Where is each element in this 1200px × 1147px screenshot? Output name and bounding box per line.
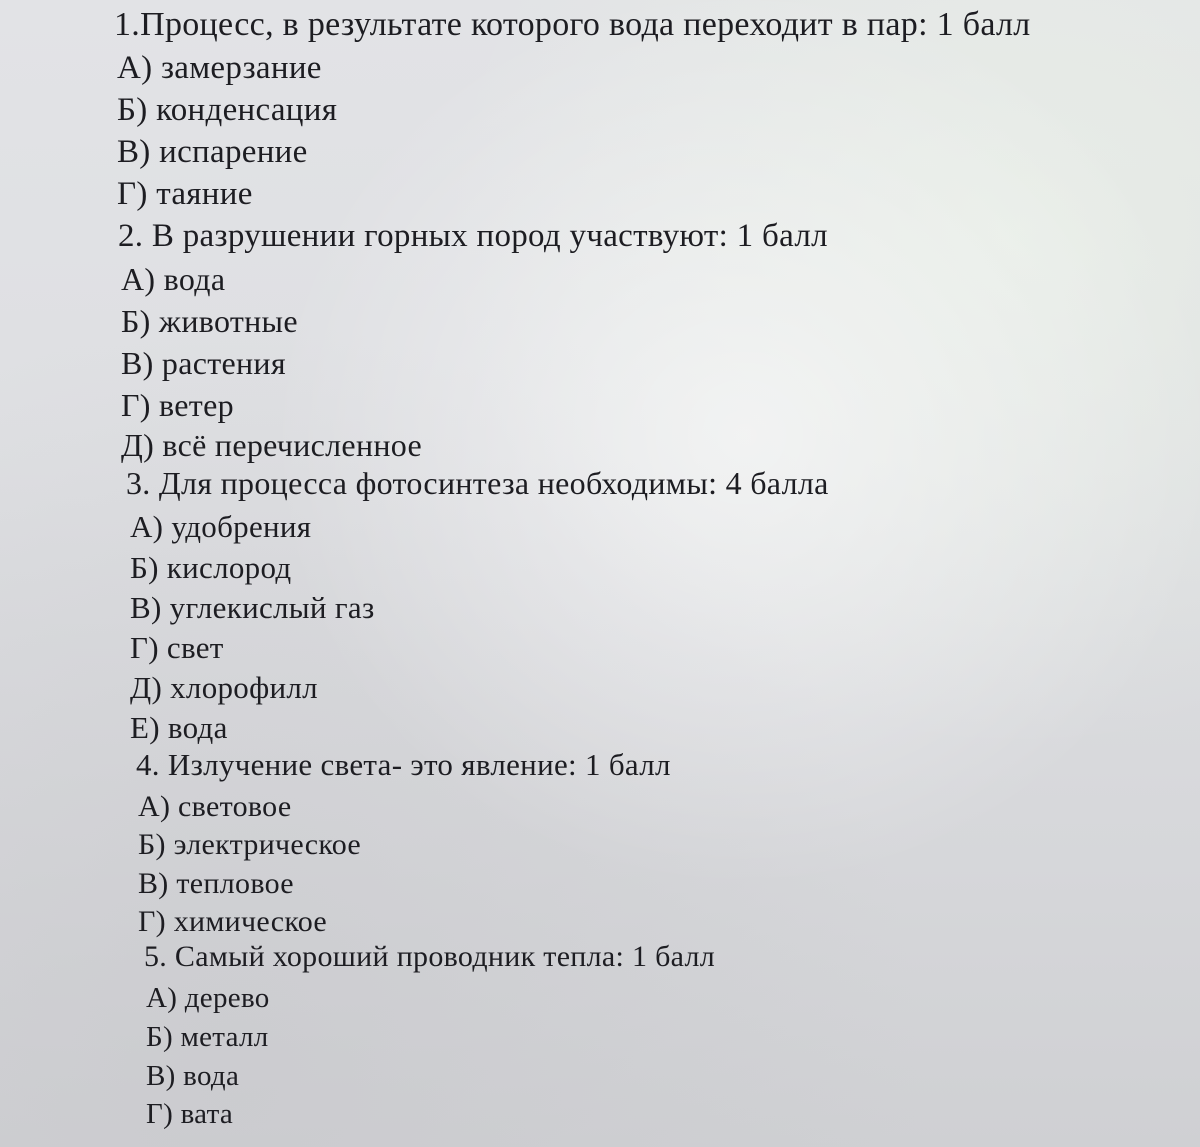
- question-4-option-c: В) тепловое: [138, 867, 294, 900]
- question-3-option-a: А) удобрения: [130, 509, 312, 544]
- question-4-option-d: Г) химическое: [138, 905, 328, 938]
- question-5-title: 5. Самый хороший проводник тепла: 1 балл: [144, 940, 716, 973]
- question-5-option-c: В) вода: [146, 1060, 240, 1092]
- question-1-title: 1.Процесс, в результате которого вода переходит в пар: 1 балл: [114, 6, 1031, 43]
- question-5-option-a: А) дерево: [146, 982, 270, 1014]
- question-5-option-b: Б) металл: [146, 1021, 269, 1053]
- question-2-option-d: Г) ветер: [121, 387, 234, 423]
- question-1-option-d: Г) таяние: [117, 176, 253, 212]
- question-4-option-b: Б) электрическое: [138, 828, 362, 861]
- question-2-option-e: Д) всё перечисленное: [121, 427, 422, 463]
- question-5-option-d: Г) вата: [146, 1098, 234, 1130]
- question-2-option-b: Б) животные: [121, 303, 298, 339]
- question-4-title: 4. Излучение света- это явление: 1 балл: [136, 747, 671, 782]
- question-4-option-a: А) световое: [138, 790, 292, 823]
- question-1-option-c: В) испарение: [117, 134, 308, 170]
- question-2-option-c: В) растения: [121, 345, 286, 381]
- question-2-title: 2. В разрушении горных пород участвуют: 1 балл: [118, 218, 828, 254]
- question-3-option-e: Д) хлорофилл: [130, 670, 318, 705]
- question-2-option-a: А) вода: [121, 261, 226, 297]
- question-3-option-d: Г) свет: [130, 630, 224, 665]
- question-3-option-b: Б) кислород: [130, 550, 292, 585]
- question-3-option-f: Е) вода: [130, 710, 228, 745]
- question-3-option-c: В) углекислый газ: [130, 590, 375, 625]
- question-3-title: 3. Для процесса фотосинтеза необходимы: 4 балла: [126, 465, 829, 501]
- question-1-option-a: А) замерзание: [117, 50, 322, 86]
- question-1-option-b: Б) конденсация: [117, 92, 338, 128]
